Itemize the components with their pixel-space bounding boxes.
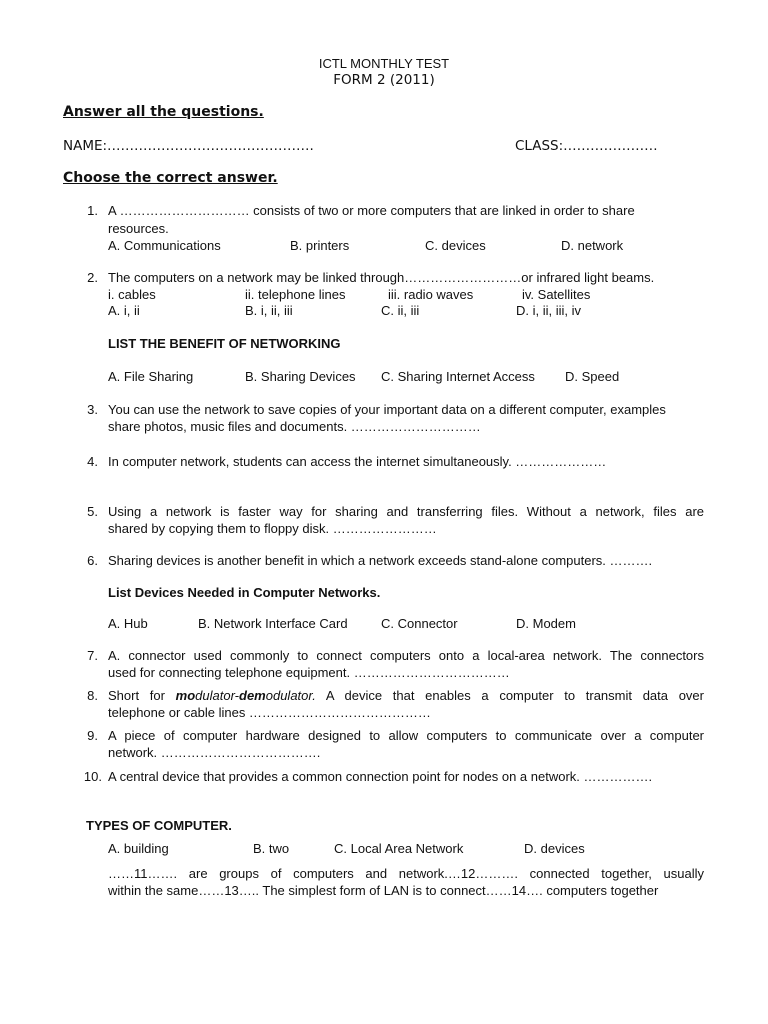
question-2-text: The computers on a network may be linked through………………………or infrared light beams. — [108, 270, 655, 285]
option-c: C. Sharing Internet Access — [381, 369, 535, 384]
option-a: A. Hub — [108, 616, 148, 631]
option-d: D. i, ii, iii, iv — [516, 303, 581, 318]
option-b: B. Network Interface Card — [198, 616, 348, 631]
option-a: A. i, ii — [108, 303, 140, 318]
question-number: 1. — [87, 203, 98, 218]
option-c: C. Connector — [381, 616, 458, 631]
class-field: CLASS:………………… — [515, 138, 658, 154]
option-b: B. printers — [290, 238, 350, 253]
item-iv: iv. Satellites — [522, 287, 591, 302]
question-8-line2: telephone or cable lines …………………………………… — [108, 705, 431, 720]
question-number: 9. — [87, 728, 98, 743]
item-ii: ii. telephone lines — [245, 287, 346, 302]
instruction-choose: Choose the correct answer. — [63, 170, 278, 186]
types-paragraph-line2: within the same……13….. The simplest form of LAN is to connect……14…. computers together — [108, 883, 659, 898]
option-d: D. Speed — [565, 369, 620, 384]
option-a: A. Communications — [108, 238, 221, 253]
question-number: 4. — [87, 454, 98, 469]
types-paragraph-line1: ……11……. are groups of computers and network.…12………. connected together, usually — [108, 866, 704, 881]
option-d: D. network — [561, 238, 624, 253]
question-number: 3. — [87, 402, 98, 417]
question-3-line1: You can use the network to save copies of your important data on a different computer, examples — [108, 402, 666, 417]
question-number: 7. — [87, 648, 98, 663]
option-b: B. Sharing Devices — [245, 369, 356, 384]
question-9-line2: network. ………………………………. — [108, 745, 321, 760]
option-d: D. Modem — [516, 616, 576, 631]
question-9-line1: A piece of computer hardware designed to allow computers to communicate over a computer — [108, 728, 704, 743]
question-number: 5. — [87, 504, 98, 519]
question-8-line1: Short for modulator-demodulator. A device that enables a computer to transmit data over — [108, 688, 704, 703]
question-10-line1: A central device that provides a common connection point for nodes on a network. ……………. — [108, 769, 653, 784]
option-b: B. two — [253, 841, 290, 856]
option-b: B. i, ii, iii — [245, 303, 293, 318]
question-6-line1: Sharing devices is another benefit in which a network exceeds stand-alone computers. ………. — [108, 553, 653, 568]
question-5-line2: shared by copying them to floppy disk. …………………… — [108, 521, 437, 536]
option-a: A. File Sharing — [108, 369, 194, 384]
question-1-text: A ………………………… consists of two or more computers that are linked in order to share — [108, 203, 635, 218]
question-3-line2: share photos, music files and documents. ………………………… — [108, 419, 481, 434]
question-5-line1: Using a network is faster way for sharing and transferring files. Without a network, files are — [108, 504, 704, 519]
section-heading-types: TYPES OF COMPUTER. — [86, 818, 232, 833]
option-c: C. devices — [425, 238, 486, 253]
question-1-text-cont: resources. — [108, 221, 169, 236]
question-7-line2: used for connecting telephone equipment. ……………………………… — [108, 665, 510, 680]
question-7-line1: A. connector used commonly to connect computers onto a local-area network. The connectors — [108, 648, 704, 663]
question-number: 6. — [87, 553, 98, 568]
test-title: ICTL MONTHLY TEST — [318, 56, 450, 71]
question-number: 10. — [83, 769, 102, 784]
section-heading-benefit: LIST THE BENEFIT OF NETWORKING — [108, 336, 341, 351]
question-number: 8. — [87, 688, 98, 703]
option-c: C. Local Area Network — [334, 841, 464, 856]
test-form: FORM 2 (2011) — [333, 72, 435, 88]
instruction-answer-all: Answer all the questions. — [63, 104, 264, 120]
name-field: NAME:………………………………………. — [63, 138, 314, 154]
question-4-line1: In computer network, students can access the internet simultaneously. ………………… — [108, 454, 607, 469]
option-a: A. building — [108, 841, 169, 856]
question-number: 2. — [87, 270, 98, 285]
item-i: i. cables — [108, 287, 156, 302]
section-heading-devices: List Devices Needed in Computer Networks. — [108, 585, 381, 600]
item-iii: iii. radio waves — [388, 287, 474, 302]
option-c: C. ii, iii — [381, 303, 420, 318]
option-d: D. devices — [524, 841, 585, 856]
